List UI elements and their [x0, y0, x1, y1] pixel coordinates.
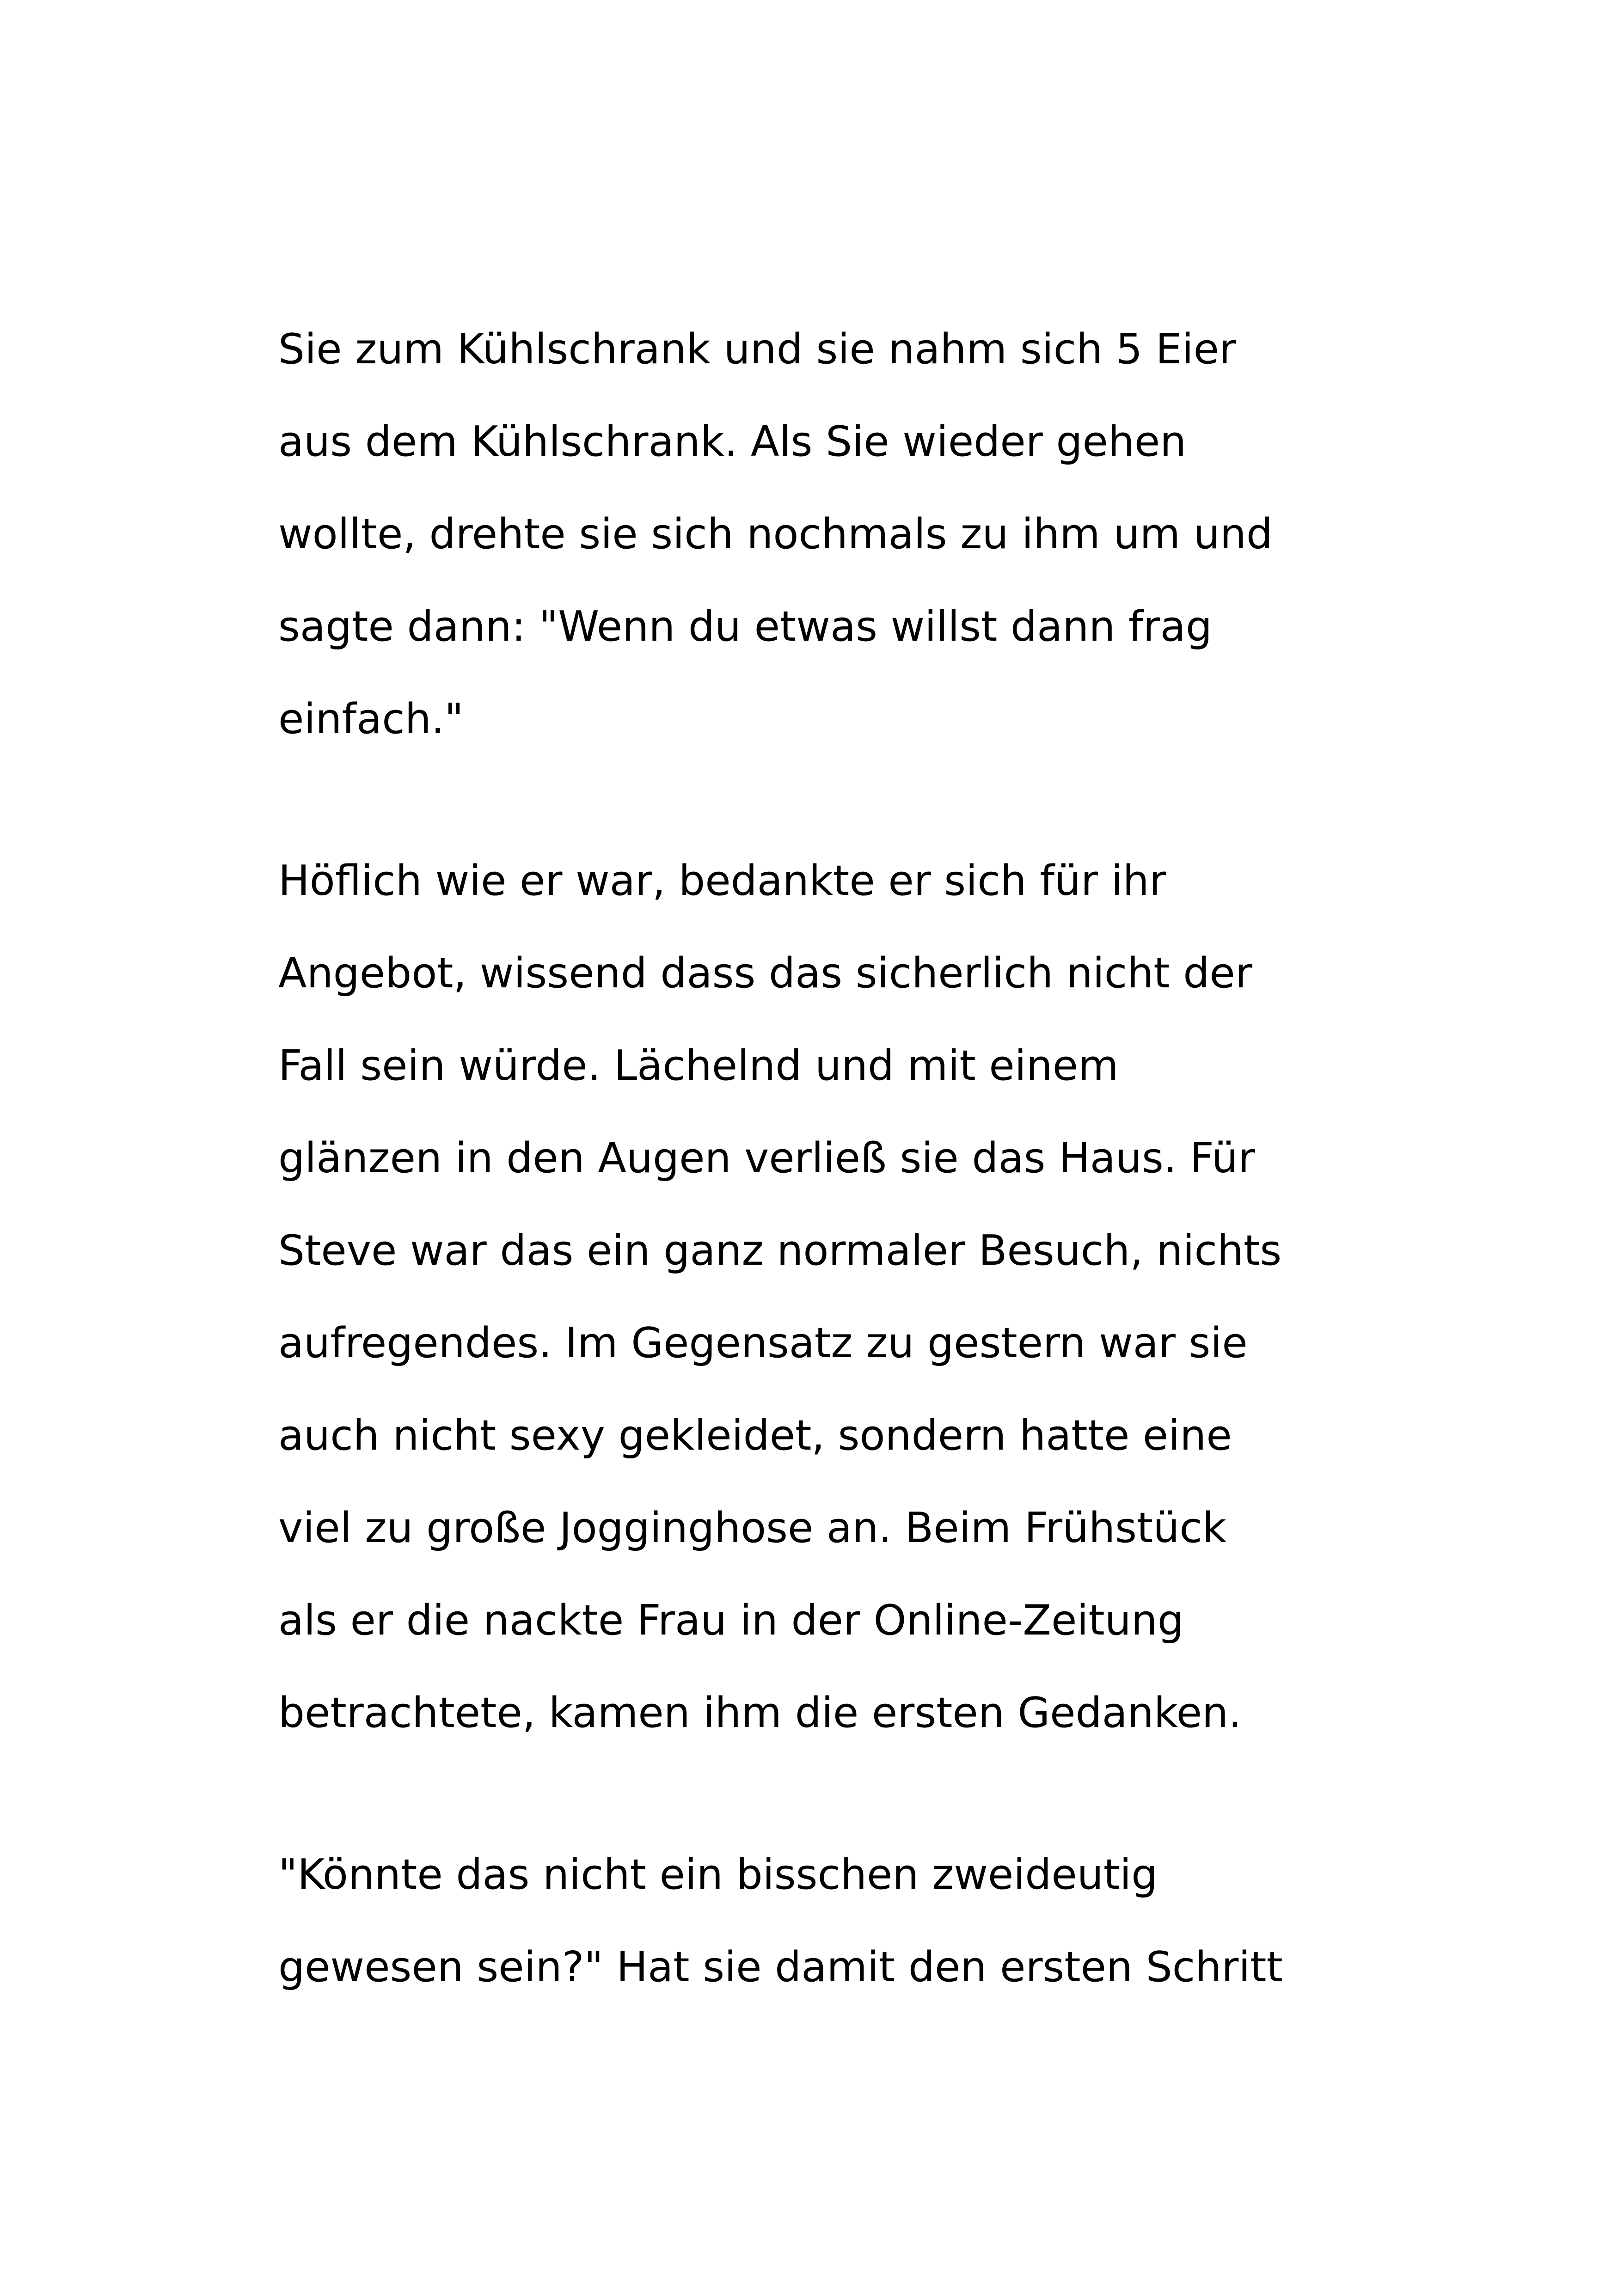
text-line: auch nicht sexy gekleidet, sondern hatte eine — [278, 1411, 1232, 1460]
text-line: wollte, drehte sie sich nochmals zu ihm um und — [278, 510, 1273, 558]
text-line: sagte dann: "Wenn du etwas willst dann frag — [278, 602, 1212, 651]
text-line: betrachtete, kamen ihm die ersten Gedanken. — [278, 1689, 1242, 1737]
paragraph-2 — [278, 835, 1388, 1759]
text-line: glänzen in den Augen verließ sie das Haus. Für — [278, 1134, 1255, 1182]
text-line: aus dem Kühlschrank. Als Sie wieder gehen — [278, 417, 1187, 466]
text-line: Angebot, wissend dass das sicherlich nicht der — [278, 949, 1252, 998]
text-line: einfach." — [278, 695, 464, 743]
text-line: "Könnte das nicht ein bisschen zweideutig — [278, 1850, 1158, 1899]
paragraph-1 — [278, 303, 1388, 765]
text-line: gewesen sein?" Hat sie damit den ersten Schritt — [278, 1943, 1283, 1991]
text-line: als er die nackte Frau in der Online-Zeitung — [278, 1596, 1184, 1645]
text-line: aufregendes. Im Gegensatz zu gestern war sie — [278, 1319, 1248, 1367]
text-line: Steve war das ein ganz normaler Besuch, nichts — [278, 1226, 1282, 1275]
text-line: Fall sein würde. Lächelnd und mit einem — [278, 1041, 1119, 1090]
text-line: Höflich wie er war, bedankte er sich für ihr — [278, 857, 1166, 905]
text-line: Sie zum Kühlschrank und sie nahm sich 5 Eier — [278, 325, 1236, 373]
text-line: viel zu große Jogginghose an. Beim Frühstück — [278, 1504, 1226, 1552]
paragraph-3 — [278, 1829, 1388, 2014]
